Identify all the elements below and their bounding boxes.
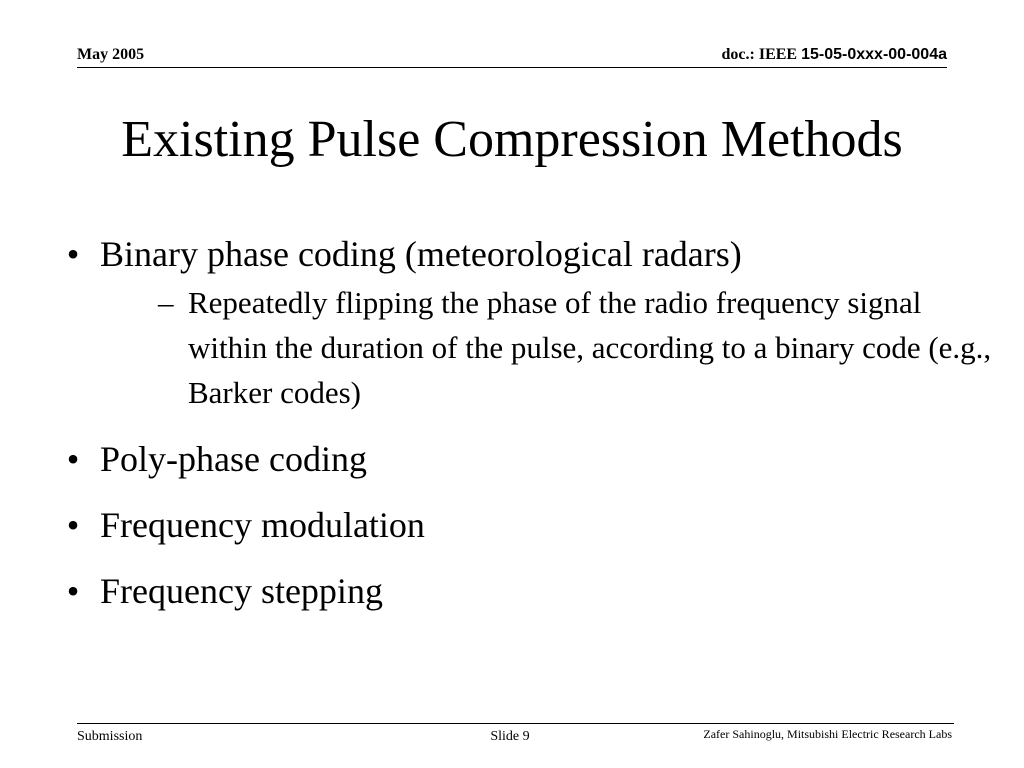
sub-bullet-text: Repeatedly flipping the phase of the radio frequency signal within the duration of the pulse, according to a binary code (e.g., Barker codes) xyxy=(188,285,992,410)
footer-divider xyxy=(77,723,954,724)
footer-submission: Submission xyxy=(77,729,143,744)
bullet-text: Frequency stepping xyxy=(100,571,383,611)
doc-prefix: doc.: IEEE xyxy=(721,46,802,63)
bullet-item xyxy=(58,503,998,547)
bullet-marker: • xyxy=(66,505,80,545)
footer-author: Zafer Sahinoglu, Mitsubishi Electric Research Labs xyxy=(703,727,952,741)
sub-bullet-marker: – xyxy=(158,285,174,320)
bullet-text: Binary phase coding (meteorological radars) xyxy=(100,234,742,274)
header-divider xyxy=(77,67,947,68)
bullet-list xyxy=(58,232,998,635)
bullet-marker: • xyxy=(66,439,80,479)
bullet-text: Poly-phase coding xyxy=(100,439,367,479)
header-doc-id xyxy=(722,45,947,65)
doc-code: 15-05-0xxx-00-004a xyxy=(801,46,947,63)
bullet-item xyxy=(58,437,998,481)
bullet-text: Frequency modulation xyxy=(100,505,425,545)
slide-number: Slide 9 xyxy=(490,729,530,744)
slide-title: Existing Pulse Compression Methods xyxy=(121,111,903,168)
bullet-item xyxy=(58,569,998,613)
bullet-marker: • xyxy=(66,571,80,611)
bullet-marker: • xyxy=(66,234,80,274)
sub-bullet-item xyxy=(148,280,998,415)
header-date: May 2005 xyxy=(77,46,145,63)
bullet-item xyxy=(58,232,998,415)
